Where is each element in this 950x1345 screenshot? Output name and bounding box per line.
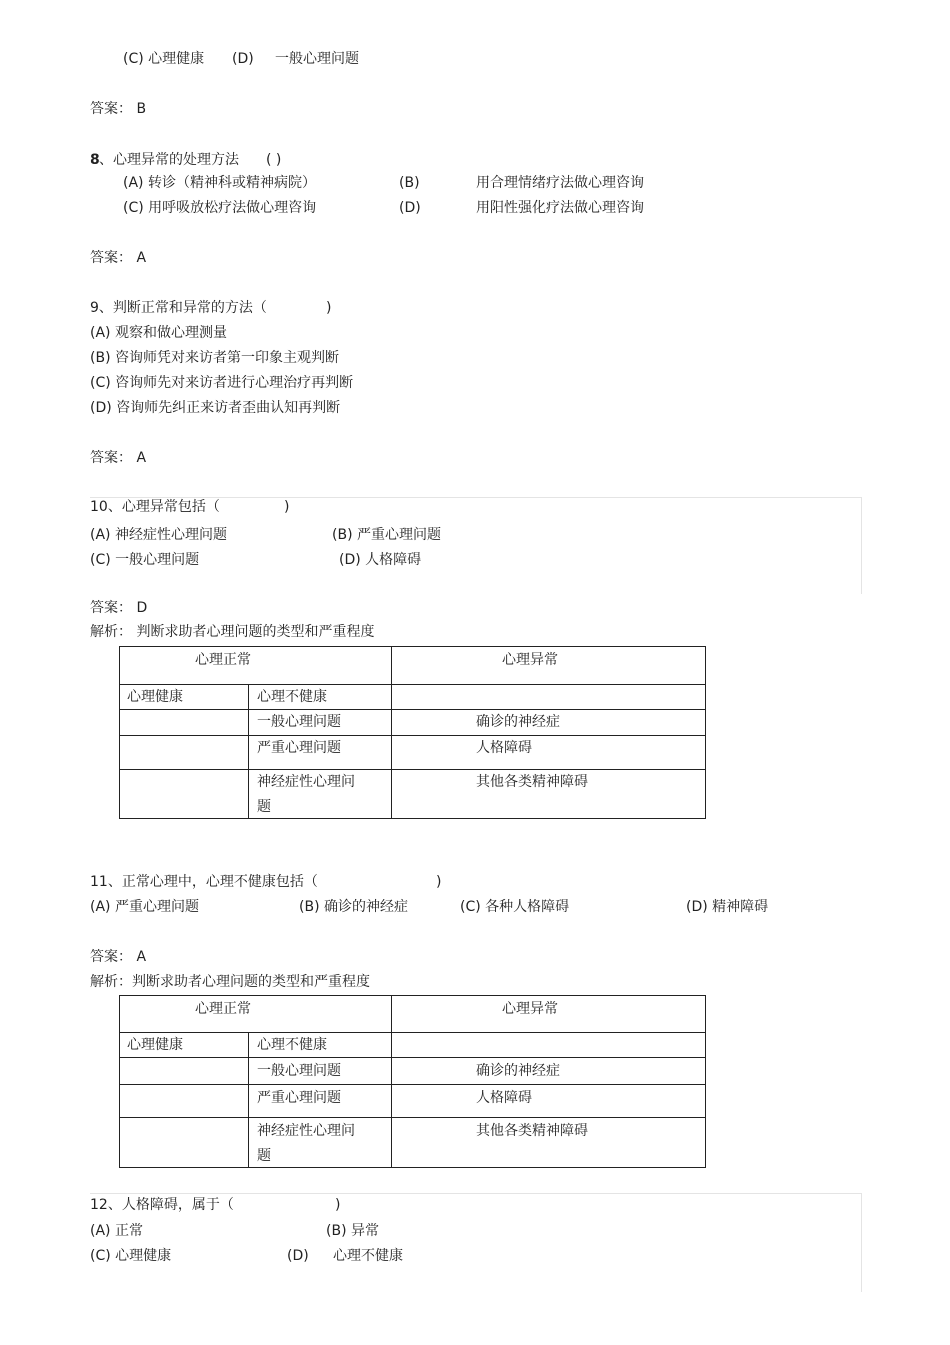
cell-unhealthy: 心理不健康: [257, 689, 327, 705]
header-abnormal: 心理异常: [502, 1001, 558, 1017]
q11-option-d: (D) 精神障碍: [686, 899, 769, 915]
cell-personality: 人格障碍: [476, 740, 532, 756]
q8-stem: 、心理异常的处理方法: [99, 152, 239, 168]
q7-option-c: (C) 心理健康: [123, 51, 205, 67]
q11-option-a: (A) 严重心理问题: [90, 899, 199, 915]
q8-number: 8: [90, 152, 100, 168]
cell-healthy: 心理健康: [127, 1037, 183, 1053]
cell-serious: 严重心理问题: [257, 740, 341, 756]
q12-option-a: (A) 正常: [90, 1223, 143, 1239]
q11-paren: ): [436, 874, 442, 890]
q12-option-b: (B) 异常: [326, 1223, 379, 1239]
q10-answer: 答案： D: [90, 600, 148, 616]
q10-paren: ): [284, 499, 290, 515]
cell-neurotic-line2: 题: [257, 1148, 271, 1164]
q10-option-d: (D) 人格障碍: [339, 552, 422, 568]
cell-healthy: 心理健康: [127, 689, 183, 705]
cell-other: 其他各类精神障碍: [476, 774, 588, 790]
cell-personality: 人格障碍: [476, 1090, 532, 1106]
q7-option-d-label: (D): [232, 51, 254, 67]
q11-option-b: (B) 确诊的神经症: [299, 899, 408, 915]
cell-confirmed-neurosis: 确诊的神经症: [476, 714, 560, 730]
cell-neurotic-line1: 神经症性心理问: [257, 1123, 355, 1139]
q10-option-a: (A) 神经症性心理问题: [90, 527, 227, 543]
q9-answer: 答案： A: [90, 450, 147, 466]
q8-option-b: 用合理情绪疗法做心理咨询: [476, 175, 644, 191]
header-normal: 心理正常: [195, 1001, 251, 1017]
q9-paren: ): [326, 300, 332, 316]
q12-option-d: 心理不健康: [333, 1248, 403, 1264]
classification-table-2: [119, 995, 706, 1168]
q10-analysis: 解析： 判断求助者心理问题的类型和严重程度: [90, 624, 375, 640]
cell-general: 一般心理问题: [257, 714, 341, 730]
q12-option-c: (C) 心理健康: [90, 1248, 172, 1264]
q8-option-d-label: (D): [399, 200, 421, 216]
q8-option-b-label: (B): [399, 175, 420, 191]
q7-answer: 答案： B: [90, 101, 147, 117]
cell-confirmed-neurosis: 确诊的神经症: [476, 1063, 560, 1079]
cell-neurotic-line1: 神经症性心理问: [257, 774, 355, 790]
q11-stem: 11、正常心理中，心理不健康包括（: [90, 874, 318, 890]
q8-paren: ( ): [266, 152, 282, 168]
cell-neurotic-line2: 题: [257, 799, 271, 815]
q11-analysis: 解析：判断求助者心理问题的类型和严重程度: [90, 974, 370, 990]
q9-option-a: (A) 观察和做心理测量: [90, 325, 227, 341]
q8-option-c: (C) 用呼吸放松疗法做心理咨询: [123, 200, 317, 216]
q10-stem: 10、心理异常包括（: [90, 499, 220, 515]
q9-option-d: (D) 咨询师先纠正来访者歪曲认知再判断: [90, 400, 341, 416]
q9-stem: 9、判断正常和异常的方法（: [90, 300, 267, 316]
cell-serious: 严重心理问题: [257, 1090, 341, 1106]
q7-option-d: 一般心理问题: [275, 51, 359, 67]
q12-paren: ): [335, 1197, 341, 1213]
classification-table-1: [119, 646, 706, 819]
q9-option-c: (C) 咨询师先对来访者进行心理治疗再判断: [90, 375, 354, 391]
q8-option-a: (A) 转诊（精神科或精神病院）: [123, 175, 316, 191]
q10-option-b: (B) 严重心理问题: [332, 527, 441, 543]
q8-answer: 答案： A: [90, 250, 147, 266]
q11-option-c: (C) 各种人格障碍: [460, 899, 570, 915]
header-normal: 心理正常: [195, 652, 251, 668]
q10-option-c: (C) 一般心理问题: [90, 552, 200, 568]
q8-option-d: 用阳性强化疗法做心理咨询: [476, 200, 644, 216]
cell-other: 其他各类精神障碍: [476, 1123, 588, 1139]
header-abnormal: 心理异常: [502, 652, 558, 668]
q9-option-b: (B) 咨询师凭对来访者第一印象主观判断: [90, 350, 339, 366]
cell-general: 一般心理问题: [257, 1063, 341, 1079]
q12-option-d-label: (D): [287, 1248, 309, 1264]
q12-stem: 12、人格障碍，属于（: [90, 1197, 234, 1213]
cell-unhealthy: 心理不健康: [257, 1037, 327, 1053]
q11-answer: 答案： A: [90, 949, 147, 965]
